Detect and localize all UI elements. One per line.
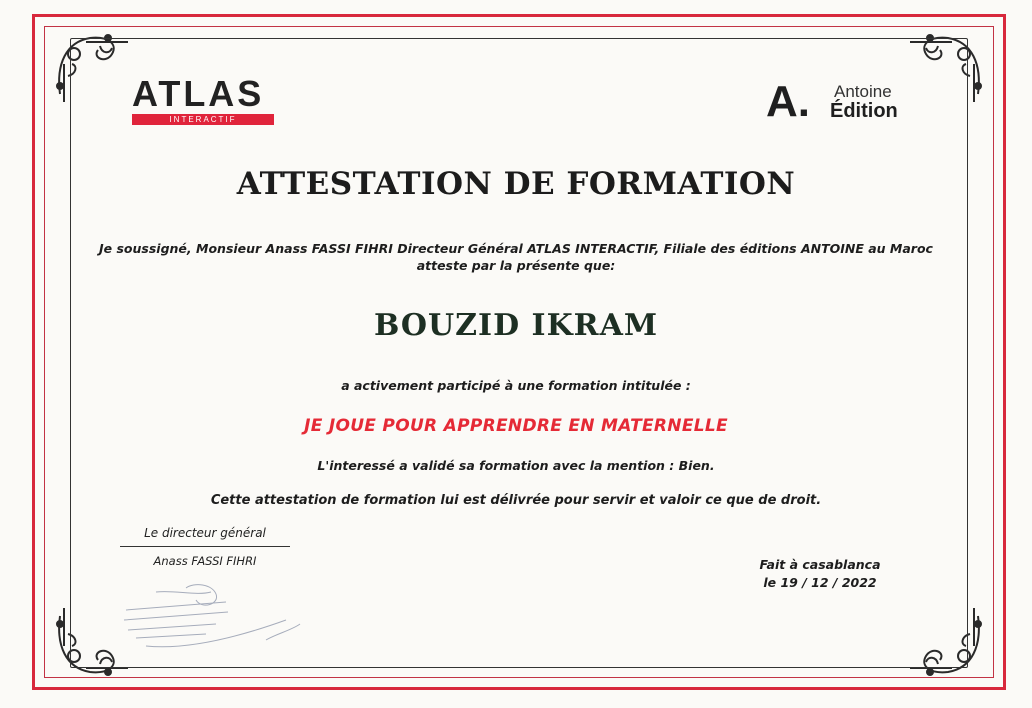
signature-stamp bbox=[116, 580, 306, 660]
place-date-block bbox=[740, 556, 900, 592]
signature-role: Le directeur général bbox=[120, 526, 290, 547]
place-text: Fait à casablanca bbox=[759, 557, 881, 572]
antoine-logo-line1: Antoine bbox=[834, 82, 892, 101]
date-text: le 19 / 12 / 2022 bbox=[763, 575, 877, 590]
recipient-name: BOUZID IKRAM bbox=[373, 308, 659, 343]
atlas-interactif-logo bbox=[132, 73, 274, 124]
certificate-title: ATTESTATION DE FORMATION bbox=[236, 166, 796, 202]
signature-block bbox=[120, 526, 290, 568]
intro-line-2: atteste par la présente que: bbox=[416, 258, 616, 273]
antoine-logo-letter: A. bbox=[766, 77, 810, 126]
certificate-intro bbox=[60, 240, 972, 274]
atlas-logo-subtitle: INTERACTIF bbox=[132, 114, 274, 125]
mention-text: L'interessé a validé sa formation avec la mention : Bien. bbox=[317, 458, 715, 473]
participation-text: a activement participé à une formation intitulée : bbox=[341, 378, 691, 393]
course-title: JE JOUE POUR APPRENDRE EN MATERNELLE bbox=[304, 416, 728, 436]
antoine-logo-line2: Édition bbox=[830, 100, 898, 122]
intro-line-1: Je soussigné, Monsieur Anass FASSI FIHRI Directeur Général ATLAS INTERACTIF, Filiale des éditions ANTOINE au Maroc bbox=[99, 241, 933, 256]
atlas-logo-word: ATLAS bbox=[132, 73, 265, 114]
closing-text: Cette attestation de formation lui est délivrée pour servir et valoir ce que de droit. bbox=[210, 493, 822, 508]
signature-name: Anass FASSI FIHRI bbox=[153, 554, 257, 568]
antoine-edition-logo bbox=[766, 77, 916, 126]
